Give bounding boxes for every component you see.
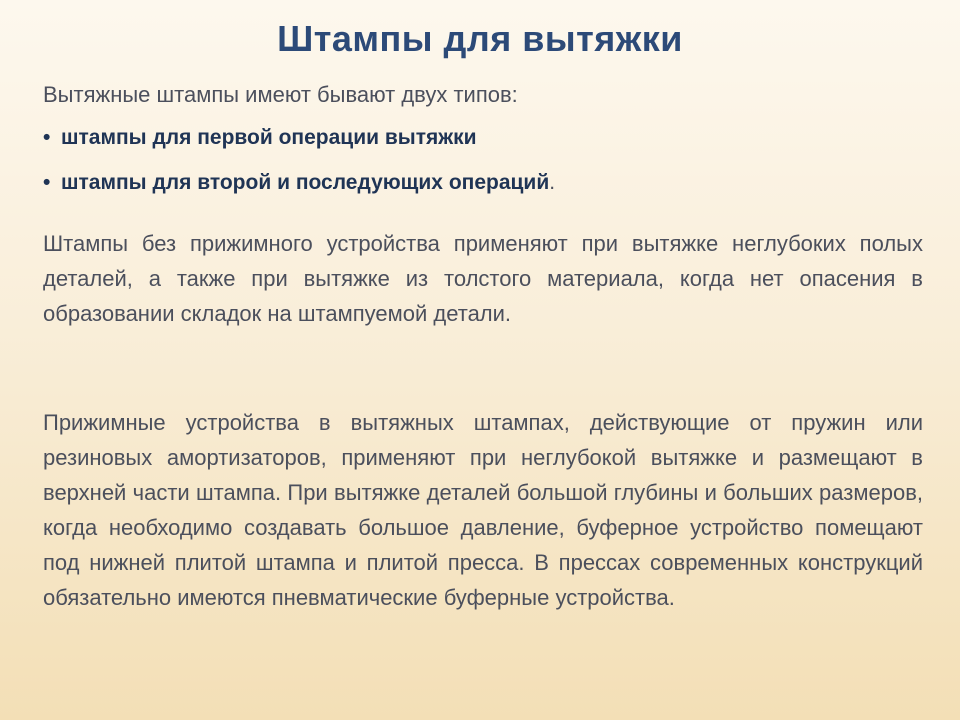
bullet-item — [43, 124, 555, 169]
intro-text: Вытяжные штампы имеют бывают двух типов: — [43, 82, 518, 107]
bullet-text: штампы для первой операции вытяжки — [61, 126, 477, 149]
bullet-text: штампы для второй и последующих операций — [61, 171, 550, 194]
paragraph-clamp-devices: Прижимные устройства в вытяжных штампах, действующие от пружин или резиновых амортизаторов, применяют при неглубокой вытяжке и размещают в верхней части штампа. При вытяжке деталей большой глубины и больших размеров, когда необходимо создавать большое давление, буферное устройство помещают под нижней плитой штампа и плитой пресса. В прессах современных конструкций обязательно имеются пневматические буферные устройства. — [43, 410, 923, 610]
slide-title: Штампы для вытяжки — [277, 18, 683, 59]
bullet-list — [43, 124, 555, 214]
bullet-dot-icon: • — [43, 171, 51, 194]
bullet-item — [43, 169, 555, 214]
bullet-tail: . — [549, 171, 556, 194]
bullet-dot-icon: • — [43, 126, 51, 149]
paragraph-without-clamp: Штампы без прижимного устройства применяют при вытяжке неглубоких полых деталей, а также при вытяжке из толстого материала, когда нет опасения в образовании складок на штампуемой детали. — [43, 231, 923, 326]
